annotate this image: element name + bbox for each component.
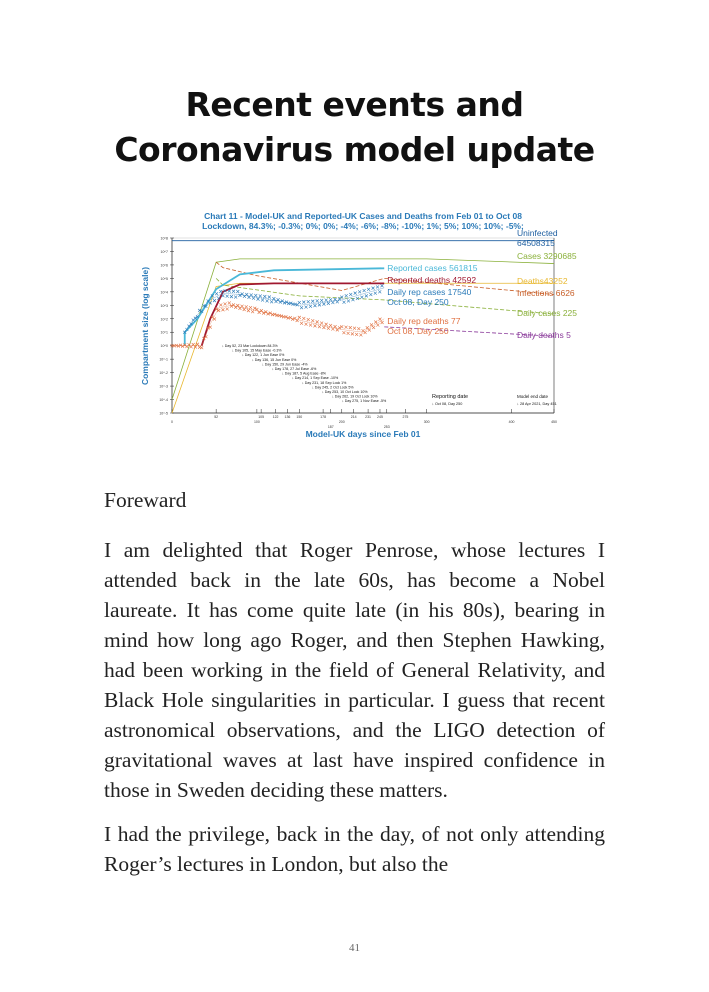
daily-rep-cases-marker <box>250 293 253 296</box>
daily-rep-deaths-marker <box>364 331 367 334</box>
daily-rep-deaths-label: Daily rep deaths 77 <box>387 316 461 326</box>
daily-rep-cases-marker <box>300 306 303 309</box>
daily-rep-cases-marker <box>322 303 325 306</box>
y-tick-label: 10^0 <box>160 344 168 349</box>
daily-rep-deaths-marker <box>357 327 360 330</box>
daily-rep-deaths-marker <box>196 343 199 346</box>
y-tick-label: 10^2 <box>160 317 168 322</box>
plot-frame <box>172 238 554 413</box>
daily-rep-deaths-marker <box>241 305 244 308</box>
daily-rep-cases-marker <box>360 296 363 299</box>
daily-rep-deaths-marker <box>213 318 216 321</box>
y-tick-label: 10^3 <box>160 303 168 308</box>
daily-rep-deaths-marker <box>228 301 231 304</box>
daily-rep-cases-marker <box>254 294 257 297</box>
daily-rep-deaths-marker <box>351 332 354 335</box>
daily-rep-cases-marker <box>259 294 262 297</box>
daily-rep-cases-marker <box>263 295 266 298</box>
daily-rep-deaths-marker <box>372 326 375 329</box>
daily-rep-cases-marker <box>215 292 218 295</box>
daily-rep-deaths-line <box>172 305 384 345</box>
daily-rep-cases-marker <box>365 294 368 297</box>
daily-rep-cases-marker <box>230 295 233 298</box>
daily-rep-deaths-marker <box>289 316 292 319</box>
x-tick-label: 187 <box>327 425 334 429</box>
lockdown-annotation: ↓ Day 214, 1 Sep Ease -10% <box>292 376 339 381</box>
x-tick-label: 400 <box>508 420 515 424</box>
x-tick-label: 100 <box>253 420 260 424</box>
daily-rep-cases-marker <box>257 298 260 301</box>
daily-rep-cases-marker <box>311 300 314 303</box>
daily-rep-deaths-marker <box>316 320 319 323</box>
daily-rep-deaths-marker <box>325 323 328 326</box>
daily-rep-deaths-marker <box>345 326 348 329</box>
daily-rep-deaths-marker <box>221 308 224 311</box>
lockdown-annotation: ↓ Day 136, 15 Jun Ease 0% <box>252 357 297 362</box>
lockdown-annotation: ↓ Day 275, 1 Nov Ease -5% <box>342 399 387 404</box>
lockdown-annotation: ↓ Day 122, 1 Jun Ease 0% <box>242 353 285 358</box>
deaths-label: Deaths43252 <box>517 276 568 286</box>
cases-label: Cases 3290685 <box>517 251 577 261</box>
daily-rep-deaths-marker <box>320 322 323 325</box>
daily-rep-cases-marker <box>374 292 377 295</box>
lockdown-annotation: ↓ Day 253, 10 Oct Lock 10% <box>322 390 368 394</box>
daily-rep-cases-marker <box>372 287 375 290</box>
reported-deaths-line <box>202 283 385 345</box>
chart-subtitle: Lockdown, 84.3%; -0.3%; 0%; 0%; -4%; -6%; -8%; -10%; 1%; 5%; 10%; 10%; -5%; <box>202 221 524 231</box>
model-end-label: Model end date <box>517 394 549 399</box>
daily-rep-cases-marker <box>345 294 348 297</box>
chart-ylabel: Compartment size (log scale) <box>140 266 150 386</box>
x-tick-label: 200 <box>338 420 345 424</box>
daily-rep-deaths-marker <box>381 321 384 324</box>
body-text <box>104 535 605 893</box>
x-tick-label: 245 <box>377 415 383 419</box>
lockdown-annotation: ↓ Day 187, 5 Aug Ease -8% <box>282 371 326 376</box>
daily-rep-deaths-marker <box>359 333 362 336</box>
daily-rep-cases-marker <box>302 301 305 304</box>
daily-rep-deaths-marker <box>374 321 377 324</box>
daily-rep-cases-marker <box>331 301 334 304</box>
y-tick-label: 10^4 <box>160 290 168 295</box>
y-tick-label: 10^-4 <box>159 398 168 403</box>
daily-cases-label: Daily cases 225 <box>517 308 578 318</box>
daily-rep-deaths-marker <box>342 331 345 334</box>
page-number: 41 <box>349 942 360 954</box>
daily-rep-cases-marker <box>261 299 264 302</box>
daily-rep-cases-marker <box>236 290 239 293</box>
daily-rep-deaths-marker <box>368 329 371 332</box>
x-tick-label: 52 <box>214 415 219 419</box>
lockdown-annotation: ↓ Day 150, 29 Jun Ease -4% <box>262 362 308 367</box>
y-tick-label: 10^6 <box>160 263 168 268</box>
y-tick-label: 10^7 <box>160 249 168 254</box>
daily-rep-cases-marker <box>363 289 366 292</box>
daily-rep-cases-marker <box>316 299 319 302</box>
daily-rep-deaths-marker <box>318 325 321 328</box>
daily-rep-cases-marker <box>234 296 237 299</box>
y-tick-label: 10^-2 <box>159 371 168 376</box>
daily-rep-cases-marker <box>378 290 381 293</box>
y-tick-label: 10^8 <box>160 236 168 241</box>
paragraph: I had the privilege, back in the day, of not only attending Roger’s lectures in London, but also the <box>104 822 605 876</box>
daily-rep-deaths-marker <box>305 323 308 326</box>
x-tick-label: 275 <box>402 415 409 419</box>
daily-rep-deaths-marker <box>200 346 203 349</box>
daily-rep-deaths-marker <box>226 307 229 310</box>
title-line-2: Coronavirus model update <box>114 130 595 169</box>
daily-rep-deaths-marker <box>309 324 312 327</box>
daily-rep-cases-marker <box>226 295 229 298</box>
y-tick-label: 10^-1 <box>159 357 168 362</box>
x-tick-label: 231 <box>365 415 372 419</box>
x-tick-label: 150 <box>296 415 303 419</box>
daily-rep-cases-marker <box>336 300 339 303</box>
daily-rep-cases-marker <box>327 302 330 305</box>
lockdown-annotation: ↓ Day 105, 15 May Ease -0.3% <box>232 348 282 353</box>
daily-rep-cases-marker <box>232 290 235 293</box>
paragraph: I am delighted that Roger Penrose, whose lectures I attended back in the late 60s, has become a Nobel laureate. It has come quite late (in his 80s), bearing in mind how long ago Roger, and then Stephen Hawking, had been working in the field of General Relativity, and Black Hole singularities in particular. I guess that recent astronomical observations, and the LIGO detection of gravitational waves at last have inspired confidence in those in Sweden deciding these matters. <box>104 538 605 802</box>
daily-rep-cases-marker <box>369 293 372 296</box>
daily-rep-cases-sublabel: Oct 08, Day 250 <box>387 297 449 307</box>
infections-line <box>216 262 554 294</box>
daily-rep-deaths-marker <box>298 316 301 319</box>
daily-rep-cases-marker <box>343 301 346 304</box>
x-tick-label: 178 <box>320 415 327 419</box>
daily-rep-cases-marker <box>270 300 273 303</box>
y-tick-label: 10^-3 <box>159 384 168 389</box>
uninfected-label: Uninfected <box>517 228 558 238</box>
x-tick-label: 0 <box>171 420 173 424</box>
daily-rep-deaths-marker <box>307 318 310 321</box>
daily-rep-cases-marker <box>252 297 255 300</box>
lockdown-annotation: ↓ Day 231, 18 Sep Lock 1% <box>302 380 347 385</box>
daily-rep-deaths-marker <box>245 305 248 308</box>
daily-rep-deaths-marker <box>224 302 227 305</box>
x-tick-label: 450 <box>551 420 557 424</box>
chart <box>0 0 709 450</box>
x-tick-label: 136 <box>284 415 291 419</box>
daily-rep-deaths-marker <box>313 324 316 327</box>
x-tick-label: 105 <box>258 415 265 419</box>
daily-rep-deaths-marker <box>378 318 381 321</box>
daily-rep-cases-marker <box>266 299 269 302</box>
infections-label: Infections 6626 <box>517 288 575 298</box>
daily-rep-deaths-marker <box>311 319 314 322</box>
daily-rep-cases-label: Daily rep cases 17540 <box>387 287 472 297</box>
daily-rep-cases-marker <box>380 284 383 287</box>
daily-rep-deaths-marker <box>334 325 337 328</box>
daily-rep-deaths-marker <box>219 303 222 306</box>
daily-rep-cases-marker <box>329 298 332 301</box>
daily-rep-cases-marker <box>354 292 357 295</box>
daily-rep-cases-marker <box>309 305 312 308</box>
reporting-date-value: ↓ Oct 08, Day 250 <box>432 402 463 406</box>
daily-rep-deaths-marker <box>247 309 250 312</box>
x-tick-label: 214 <box>350 415 357 419</box>
lockdown-annotation: ↓ Day 245, 2 Oct Lock 5% <box>312 385 354 390</box>
daily-rep-deaths-marker <box>370 323 373 326</box>
lockdown-annotation: ↓ Day 52, 23 Mar Lockdown 84.3% <box>222 344 278 348</box>
daily-rep-deaths-marker <box>355 333 358 336</box>
daily-rep-deaths-marker <box>353 327 356 330</box>
daily-rep-cases-marker <box>318 303 321 306</box>
daily-rep-deaths-marker <box>302 317 305 320</box>
y-tick-label: 10^1 <box>160 330 168 335</box>
daily-rep-deaths-marker <box>243 308 246 311</box>
daily-rep-cases-marker <box>313 304 316 307</box>
daily-rep-deaths-marker <box>349 326 352 329</box>
chart-xlabel: Model-UK days since Feb 01 <box>305 429 421 439</box>
daily-rep-cases-marker <box>298 301 301 304</box>
daily-rep-deaths-marker <box>249 306 252 309</box>
model-end-value: ↓ 28 Apr 2021, Day 451 <box>517 402 557 406</box>
daily-deaths-label: Daily deaths 5 <box>517 330 571 340</box>
daily-rep-deaths-marker <box>376 324 379 327</box>
reported-deaths-label: Reported deaths 42592 <box>387 275 477 285</box>
x-tick-label: 122 <box>272 415 279 419</box>
daily-rep-cases-marker <box>358 290 361 293</box>
daily-rep-cases-marker <box>307 300 310 303</box>
daily-rep-cases-marker <box>194 317 197 320</box>
uninfected-value: 64508315 <box>517 238 555 248</box>
daily-rep-cases-marker <box>347 299 350 302</box>
x-tick-label: 253 <box>383 425 390 429</box>
y-tick-label: 10^-5 <box>159 411 168 416</box>
daily-rep-cases-marker <box>325 299 328 302</box>
lockdown-annotation: ↓ Day 178, 27 Jul Ease -6% <box>272 367 317 371</box>
daily-rep-deaths-marker <box>329 324 332 327</box>
daily-rep-deaths-sublabel: Oct 08, Day 250 <box>387 326 449 336</box>
daily-rep-cases-marker <box>320 299 323 302</box>
x-tick-label: 300 <box>423 420 430 424</box>
daily-rep-deaths-marker <box>322 326 325 329</box>
daily-rep-cases-marker <box>367 288 370 291</box>
daily-rep-deaths-marker <box>347 332 350 335</box>
chart-title: Chart 11 - Model-UK and Reported-UK Cases and Deaths from Feb 01 to Oct 08 <box>204 211 522 221</box>
reported-cases-label: Reported cases 561815 <box>387 263 478 273</box>
daily-rep-cases-marker <box>349 293 352 296</box>
daily-rep-cases-marker <box>305 306 308 309</box>
daily-rep-deaths-marker <box>327 327 330 330</box>
daily-rep-cases-marker <box>219 290 222 293</box>
daily-rep-cases-marker <box>376 285 379 288</box>
daily-rep-cases-marker <box>213 299 216 302</box>
title-line-1: Recent events and <box>185 85 524 124</box>
section-heading: Foreward <box>104 488 187 512</box>
daily-rep-deaths-marker <box>300 322 303 325</box>
lockdown-annotation: ↓ Day 262, 19 Oct Lock 10% <box>332 394 378 399</box>
daily-rep-deaths-marker <box>251 310 254 313</box>
reporting-date-label: Reporting date <box>432 394 469 400</box>
reported-cases-line <box>185 268 384 345</box>
y-tick-label: 10^5 <box>160 276 168 281</box>
daily-rep-cases-marker <box>268 296 271 299</box>
